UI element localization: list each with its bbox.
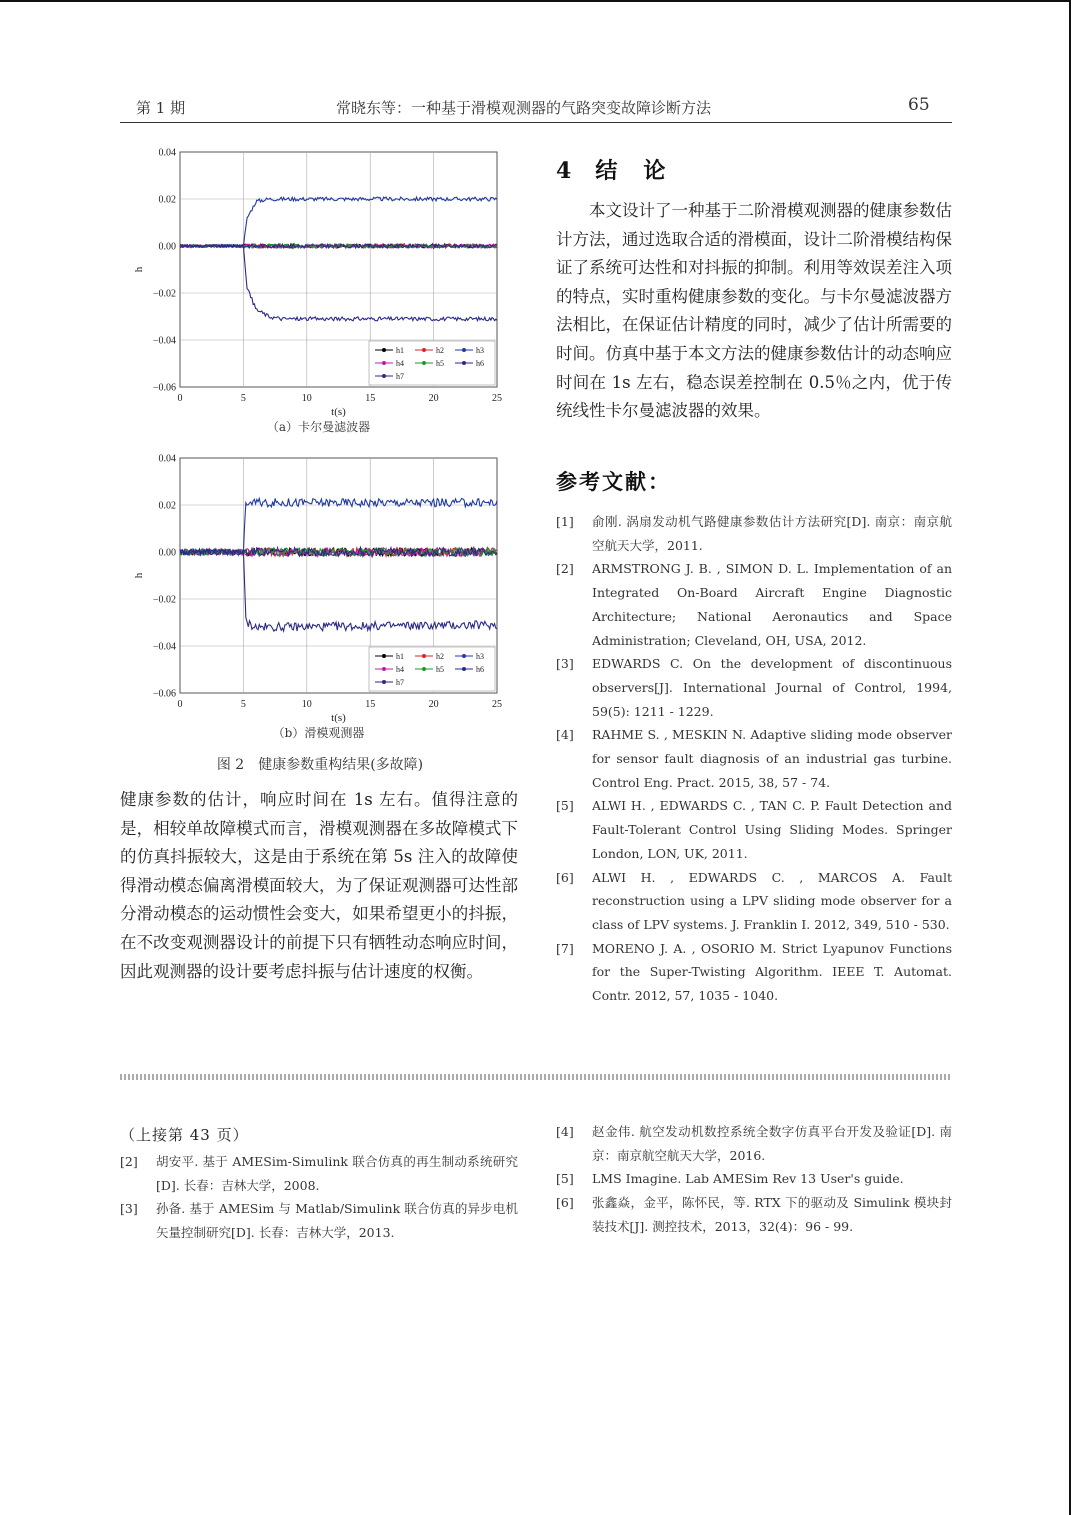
section-title: 结 论: [595, 158, 668, 184]
legend-label: h2: [436, 346, 444, 355]
legend-marker-h7: [382, 680, 386, 684]
reference-text: ALWI H. , EDWARDS C. , TAN C. P. Fault Detection and Fault-Tolerant Control Using Sliding Modes. Springer London, LON, UK, 2011.: [592, 798, 952, 861]
y-tick-label: 0.04: [158, 147, 176, 159]
legend-marker-h2: [422, 654, 426, 658]
y-tick-label: 0.02: [158, 500, 176, 512]
legend-label: h2: [436, 652, 444, 661]
section-number: 4: [556, 158, 574, 184]
reference-text: 赵金伟. 航空发动机数控系统全数字仿真平台开发及验证[D]. 南京：南京航空航天大学，2016.: [592, 1124, 952, 1163]
legend-label: h6: [476, 359, 484, 368]
reference-item: [120, 1197, 518, 1244]
legend-marker-h4: [382, 667, 386, 671]
decorative-divider: [120, 1074, 952, 1080]
legend-label: h7: [396, 678, 404, 687]
reference-number: [3]: [120, 1201, 138, 1217]
reference-item: [556, 652, 952, 723]
references-heading: 参考文献：: [556, 469, 671, 494]
x-axis-label: t(s): [331, 712, 346, 724]
header-rule: [120, 122, 952, 123]
subfigure-label: （b）滑模观测器: [272, 726, 365, 740]
legend-label: h3: [476, 346, 484, 355]
x-tick-label: 0: [177, 393, 183, 404]
x-tick-label: 15: [365, 699, 376, 710]
continued-reference-list-right: [556, 1120, 952, 1239]
legend-marker-h4: [382, 361, 386, 365]
y-tick-label: −0.02: [152, 594, 176, 606]
page-number: 65: [908, 95, 930, 115]
reference-text: MORENO J. A. , OSORIO M. Strict Lyapunov Functions for the Super-Twisting Algorithm. IEEE T. Automat. Contr. 2012, 57, 1035 - 1040.: [592, 940, 952, 1004]
y-tick-label: 0.00: [158, 547, 176, 559]
reference-text: 孙备. 基于 AMESim 与 Matlab/Simulink 联合仿真的异步电机矢量控制研究[D]. 长春：吉林大学，2013.: [156, 1201, 518, 1241]
conclusion-heading: [556, 154, 667, 185]
reference-item: [120, 1150, 518, 1197]
chart-kalman-filter: [120, 140, 520, 440]
reference-item: [556, 937, 952, 1008]
reference-text: 胡安平. 基于 AMESim-Simulink 联合仿真的再生制动系统研究[D]. 长春：吉林大学，2008.: [156, 1154, 518, 1193]
reference-number: [6]: [556, 869, 574, 885]
y-tick-label: 0.04: [158, 453, 176, 465]
reference-item: [556, 794, 952, 865]
legend-label: h1: [396, 346, 404, 355]
legend-marker-h1: [382, 654, 386, 658]
x-tick-label: 5: [240, 393, 246, 404]
reference-text: EDWARDS C. On the development of discontinuous observers[J]. International Journal of Control, 1994, 59(5): 1211 - 1229.: [592, 656, 952, 719]
legend-marker-h3: [462, 654, 466, 658]
y-tick-label: 0.02: [158, 194, 176, 206]
x-tick-label: 15: [365, 393, 376, 404]
subfigure-label: （a）卡尔曼滤波器: [266, 420, 371, 434]
chart-kalman-svg: [120, 140, 520, 440]
y-tick-label: −0.02: [152, 288, 176, 300]
running-title: 常晓东等：一种基于滑模观测器的气路突变故障诊断方法: [336, 99, 712, 117]
reference-number: [6]: [556, 1195, 574, 1211]
reference-item: [556, 1191, 952, 1238]
x-tick-label: 20: [428, 393, 439, 404]
reference-number: [5]: [556, 1171, 574, 1187]
x-tick-label: 5: [240, 699, 246, 710]
legend-label: h5: [436, 359, 444, 368]
reference-text: 俞刚. 涡扇发动机气路健康参数估计方法研究[D]. 南京：南京航空航天大学，2011.: [592, 514, 952, 553]
reference-number: [4]: [556, 1124, 574, 1139]
reference-text: LMS Imagine. Lab AMESim Rev 13 User's guide.: [592, 1171, 904, 1187]
x-tick-label: 25: [492, 393, 502, 404]
legend-label: h6: [476, 665, 484, 674]
reference-item: [556, 1167, 952, 1191]
reference-text: ALWI H. , EDWARDS C. , MARCOS A. Fault reconstruction using a LPV sliding mode observer for a class of LPV systems. J. Franklin I. 2012, 349, 510 - 530.: [592, 869, 952, 932]
legend-marker-h5: [422, 667, 426, 671]
reference-item: [556, 557, 952, 652]
legend-label: h4: [396, 665, 404, 674]
legend-marker-h6: [462, 667, 466, 671]
issue-number: 第 1 期: [136, 99, 186, 117]
reference-number: [2]: [120, 1154, 138, 1169]
legend-label: h5: [436, 665, 444, 674]
legend-marker-h7: [382, 374, 386, 378]
reference-number: [7]: [556, 940, 574, 956]
conclusion-paragraph: 本文设计了一种基于二阶滑模观测器的健康参数估计方法，通过选取合适的滑模面，设计二阶滑模结构保证了系统可达性和对抖振的抑制。利用等效误差注入项的特点，实时重构健康参数的变化。与卡尔曼滤波器方法相比，在保证估计精度的同时，减少了估计所需要的时间。仿真中基于本文方法的健康参数估计的动态响应时间在 1s 左右，稳态误差控制在 0.5％之内，优于传统线性卡尔曼滤波器的效果。: [556, 201, 952, 421]
page-frame-top: [0, 0, 1071, 2]
y-tick-label: 0.00: [158, 241, 176, 253]
legend-marker-h3: [462, 348, 466, 352]
x-axis-label: t(s): [331, 406, 346, 418]
continued-reference-list-left: [120, 1150, 518, 1245]
legend-marker-h1: [382, 348, 386, 352]
chart-sliding-mode-observer: [120, 446, 520, 746]
reference-item: [556, 1120, 952, 1167]
y-axis-label: h: [133, 266, 145, 273]
reference-item: [556, 866, 952, 937]
y-tick-label: −0.04: [152, 335, 176, 347]
y-tick-label: −0.06: [152, 688, 176, 700]
y-tick-label: −0.04: [152, 641, 176, 653]
reference-number: [1]: [556, 514, 574, 529]
legend-marker-h5: [422, 361, 426, 365]
reference-list: [556, 510, 952, 1008]
left-body-paragraph: 健康参数的估计，响应时间在 1s 左右。值得注意的是，相较单故障模式而言，滑模观测器在多故障模式下的仿真抖振较大，这是由于系统在第 5s 注入的故障使得滑动模态偏离滑模面较大，为了保证观测器可达性部分滑动模态的运动惯性会变大，如果希望更小的抖振，在不改变观测器设计的前提下只有牺牲动态响应时间，因此观测器的设计要考虑抖振与估计速度的权衡。: [120, 790, 518, 981]
reference-text: 张鑫焱，金平，陈怀民，等. RTX 下的驱动及 Simulink 模块封装技术[J]. 测控技术，2013，32(4)：96 - 99.: [592, 1195, 952, 1234]
x-tick-label: 10: [301, 393, 312, 404]
x-tick-label: 10: [301, 699, 312, 710]
figure-caption: 图 2 健康参数重构结果(多故障): [216, 757, 424, 773]
reference-text: ARMSTRONG J. B. , SIMON D. L. Implementation of an Integrated On-Board Aircraft Engine Diagnostic Architecture; National Aeronautics and Space Administration; Cleveland, OH, USA, 2012.: [592, 561, 952, 648]
reference-number: [2]: [556, 561, 574, 577]
chart-smo-svg: [120, 446, 520, 746]
legend-marker-h6: [462, 361, 466, 365]
reference-number: [5]: [556, 798, 574, 814]
legend-label: h1: [396, 652, 404, 661]
legend-label: h7: [396, 372, 404, 381]
continued-label: （上接第 43 页）: [120, 1126, 249, 1144]
legend-marker-h2: [422, 348, 426, 352]
x-tick-label: 0: [177, 699, 183, 710]
y-axis-label: h: [133, 572, 145, 579]
x-tick-label: 20: [428, 699, 439, 710]
reference-number: [3]: [556, 656, 574, 672]
reference-text: RAHME S. , MESKIN N. Adaptive sliding mode observer for sensor fault diagnosis of an industrial gas turbine. Control Eng. Pract. 2015, 38, 57 - 74.: [592, 727, 952, 790]
legend-label: h3: [476, 652, 484, 661]
y-tick-label: −0.06: [152, 382, 176, 394]
reference-item: [556, 723, 952, 794]
reference-item: [556, 510, 952, 557]
x-tick-label: 25: [492, 699, 502, 710]
legend-label: h4: [396, 359, 404, 368]
reference-number: [4]: [556, 727, 574, 743]
